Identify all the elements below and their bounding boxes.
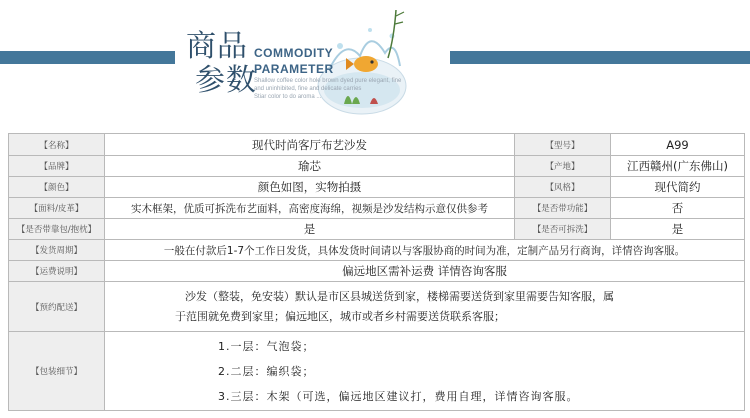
label-delivery: 【预约配送】 [9,282,105,332]
table-row [9,332,745,411]
table-row [9,156,745,177]
value-delivery [105,282,745,332]
value-shipping-time: 一般在付款后1-7个工作日发货，具体发货时间请以与客服协商的时间为准，定制产品另行商询，详情咨询客服。 [105,240,745,261]
table-row [9,134,745,156]
value-shipping-fee: 偏远地区需补运费 详情咨询客服 [105,261,745,282]
header-bar-left [0,51,175,64]
packing-item: 2.二层：编织袋； [218,364,315,378]
label-pillow: 【是否带靠包/抱枕】 [9,219,105,240]
table-row [9,198,745,219]
table-row [9,219,745,240]
packing-item: 3.三层：木架（可选，偏远地区建议打，费用自理，详情咨询客服。 [218,389,579,403]
label-function: 【是否带功能】 [515,198,611,219]
value-pillow: 是 [105,219,515,240]
value-style: 现代简约 [611,177,745,198]
table-row [9,240,745,261]
header-bar-right [450,51,750,64]
value-brand: 瑜芯 [105,156,515,177]
label-name: 【名称】 [9,134,105,156]
label-fabric: 【面料/皮革】 [9,198,105,219]
title-chinese-line1: 商品 [186,29,248,64]
label-model: 【型号】 [515,134,611,156]
title-description [254,77,424,101]
header-banner [0,0,750,122]
packing-item: 1.一层：气泡袋； [218,339,315,353]
label-color: 【颜色】 [9,177,105,198]
value-name: 现代时尚客厅布艺沙发 [105,134,515,156]
table-row [9,261,745,282]
title-english-line2: PARAMETER [254,62,334,76]
description-line: and uninhibited, fine and delicate carries [254,86,362,92]
title-english-line1: COMMODITY [254,46,334,60]
label-brand: 【品牌】 [9,156,105,177]
delivery-text [105,287,744,327]
value-origin: 江西赣州(广东佛山) [611,156,745,177]
value-model: A99 [611,134,745,156]
value-fabric: 实木框架，优质可拆洗布艺面料，高密度海绵，视频是沙发结构示意仅供参考 [105,198,515,219]
label-packing: 【包装细节】 [9,332,105,411]
delivery-line: 沙发（整装，免安装）默认是市区县城送货到家，楼梯需要送货到家里需要告知客服，属 [185,289,614,303]
label-washable: 【是否可拆洗】 [515,219,611,240]
title-chinese-line2: 参数 [195,63,257,98]
description-line: Shallow coffee color hole brown dyed pure elegant, fine [254,78,402,84]
value-washable: 是 [611,219,745,240]
value-color: 颜色如图，实物拍摄 [105,177,515,198]
value-packing [105,332,745,411]
delivery-line: 于范围就免费到家里；偏远地区，城市或者乡村需要送货联系客服； [175,309,505,323]
label-style: 【风格】 [515,177,611,198]
label-shipping-time: 【发货周期】 [9,240,105,261]
value-function: 否 [611,198,745,219]
packing-list [105,334,744,409]
table-row [9,282,745,332]
label-origin: 【产地】 [515,156,611,177]
label-shipping-fee: 【运费说明】 [9,261,105,282]
parameter-table [8,133,745,411]
description-line: Stiar color to do aroma ... [254,94,322,100]
table-row [9,177,745,198]
